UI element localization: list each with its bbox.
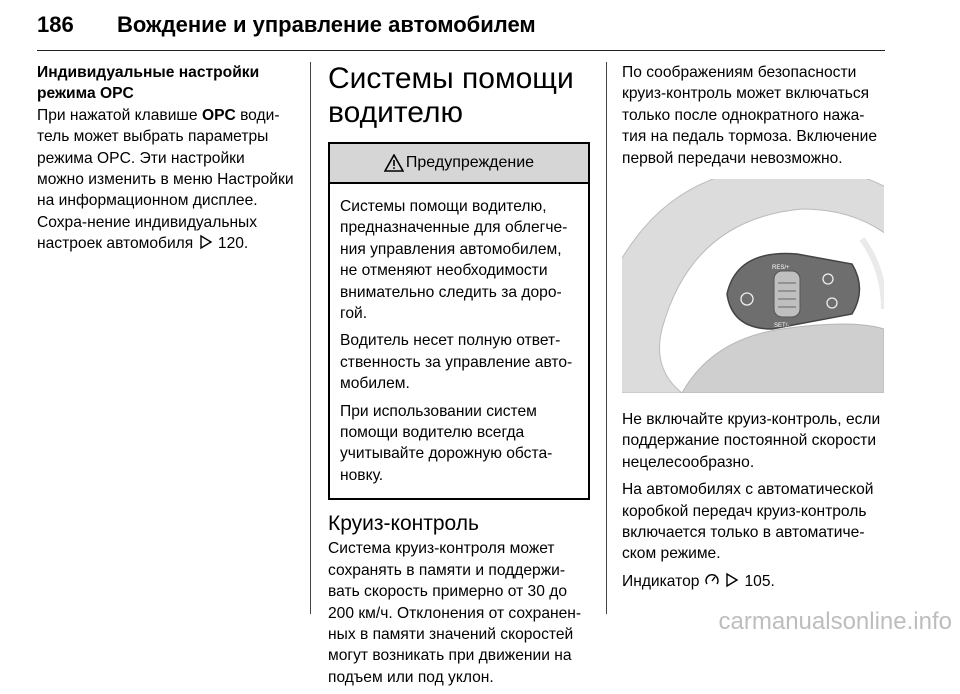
indicator-label: Индикатор <box>622 572 700 590</box>
opc-text-pre: При нажатой клавише <box>37 106 202 124</box>
steering-wheel-illustration <box>622 179 884 393</box>
header-title: Вождение и управление автомобилем <box>117 12 536 37</box>
warning-triangle-icon <box>384 154 404 172</box>
opc-key-label: OPC <box>201 106 236 124</box>
page-number: 186 <box>37 12 74 37</box>
safety-text: По соображениям безопасности круиз-контроль может включаться только после однократного нажа-тия на педаль тормоза. Включение первой передачи невозможно. <box>622 64 878 167</box>
column-2 <box>328 62 590 694</box>
page-ref-arrow-icon <box>198 234 214 250</box>
set-label: SET/- <box>774 323 790 330</box>
section-title <box>328 62 590 130</box>
cruise-control-text: Система круиз-контроля может сохранять в памяти и поддержи-вать скорость примерно от 30 до 200 км/ч. Отклонения от сохранен-ных в памяти значений скоростей могут возникать при движении на подъем или под уклон. <box>328 540 582 686</box>
steering-wheel-image <box>622 179 884 393</box>
column-1 <box>37 62 295 261</box>
automatic-transmission-note: На автомобилях с автоматической коробкой передач круиз-контроль включается только в автоматиче-ском режиме. <box>622 481 874 563</box>
column-divider <box>310 62 311 614</box>
opc-settings-heading: Индивидуальные настройки режима OPC <box>37 64 260 103</box>
page-header <box>37 4 885 51</box>
column-divider <box>606 62 607 614</box>
page-ref[interactable]: 120. <box>217 235 249 253</box>
warning-title: Предупреждение <box>405 154 535 172</box>
indicator-page-ref[interactable]: 105. <box>744 572 775 590</box>
warning-p2: Водитель несет полную ответ-ственность за управление авто-мобилем. <box>340 332 573 393</box>
res-label: RES/+ <box>772 265 790 272</box>
warning-body <box>330 184 588 498</box>
section-title-line2: водителю <box>328 96 463 129</box>
cruise-indicator-icon <box>704 572 720 588</box>
opc-text-post: води-тель может выбрать параметры режима OPC. Эти настройки можно изменить в меню Настройки на информационном дисплее. Сохра-нение индивидуальных настроек автомобиля <box>37 106 294 253</box>
page-ref-arrow-icon <box>724 572 740 588</box>
indicator-line <box>622 571 884 592</box>
watermark: carmanualsonline.info <box>718 608 952 635</box>
cruise-control-title: Круиз-контроль <box>328 512 479 536</box>
section-title-line1: Системы помощи <box>328 62 574 95</box>
warning-p3: При использовании систем помощи водителю всегда учитывайте дорожную обста-новку. <box>340 402 553 484</box>
opc-settings-text <box>37 105 295 255</box>
column-3 <box>622 62 884 598</box>
warning-p1: Системы помощи водителю, предназначенные для облегче-ния управления автомобилем, не отменяют необходимости внимательно следить за доро-гой. <box>340 198 568 323</box>
no-cruise-advice: Не включайте круиз-контроль, если поддержание постоянной скорости нецелесообразно. <box>622 411 881 471</box>
warning-header <box>330 144 588 184</box>
warning-box <box>328 142 590 500</box>
